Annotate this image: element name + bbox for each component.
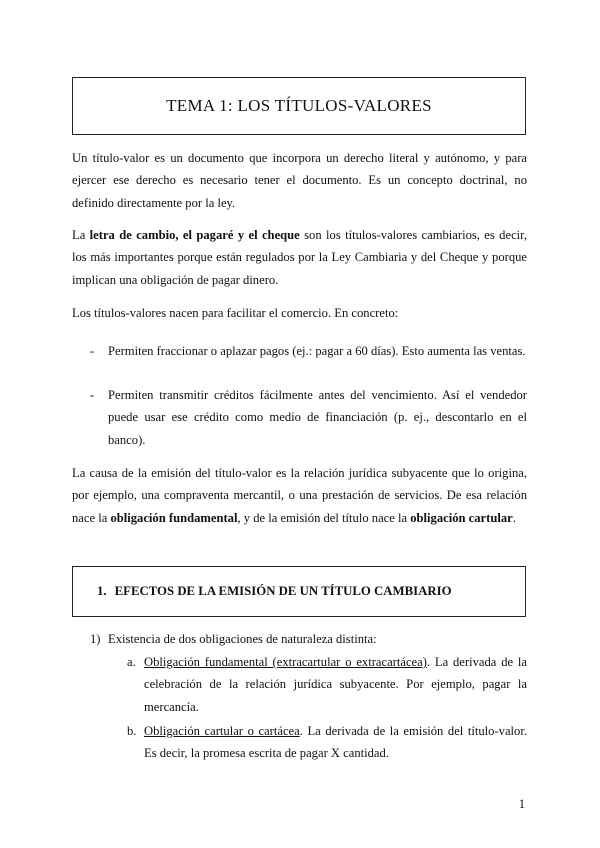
section-title: EFECTOS DE LA EMISIÓN DE UN TÍTULO CAMBIARIO	[114, 584, 452, 598]
list-marker: 1)	[90, 632, 101, 646]
text-run: La causa de la emisión del título-valor es la relación jurídica subyacente que lo origina, por ejemplo, una compraventa mercantil, o una prestación de servicios. De esa relación nace la	[72, 466, 527, 525]
intro-paragraph: Un título-valor es un documento que incorpora un derecho literal y autónomo, y para ejercer ese derecho es necesario tener el documento. Es un concepto doctrinal, no definido directamente por la ley.	[72, 151, 527, 210]
bullet-marker: -	[90, 344, 95, 358]
bold-text: letra de cambio, el pagaré y el cheque	[89, 228, 300, 242]
page-number: 1	[518, 797, 525, 811]
bold-text: obligación fundamental	[110, 510, 238, 525]
commerce-paragraph: Los títulos-valores nacen para facilitar el comercio. En concreto:	[72, 306, 399, 320]
page-title	[72, 77, 526, 135]
sublist-marker: a.	[127, 655, 136, 669]
causa-paragraph	[72, 462, 527, 529]
cambiarios-paragraph	[72, 224, 527, 291]
bullet-item: Permiten fraccionar o aplazar pagos (ej.: pagar a 60 días). Esto aumenta las ventas.	[108, 344, 526, 358]
section-heading	[72, 566, 526, 617]
text-run: . La derivada de la emisión del título-valor. Es decir, la promesa escrita de pagar X cantidad.	[144, 724, 527, 761]
text-run: .	[512, 510, 516, 525]
section-number: 1.	[97, 584, 107, 598]
text-run: son los títulos-valores cambiarios, es decir, los más importantes porque están regulados por la Ley Cambiaria y del Cheque y porque implican una obligación de pagar dinero.	[72, 228, 527, 287]
text-run: , y de la emisión del título nace la	[237, 510, 411, 525]
text-run: . La derivada de la celebración de la relación jurídica subyacente. Por ejemplo, pagar la mercancía.	[144, 655, 527, 714]
bullet-marker: -	[90, 388, 95, 402]
list-item: Existencia de dos obligaciones de naturaleza distinta:	[108, 632, 377, 646]
underlined-term: Obligación fundamental (extracartular o extracartácea)	[144, 655, 427, 669]
text-run: La	[72, 228, 90, 242]
underlined-term: Obligación cartular o cartácea	[144, 724, 300, 738]
bold-text: obligación cartular	[410, 510, 513, 525]
sublist-item	[144, 720, 527, 765]
bullet-item: Permiten transmitir créditos fácilmente antes del vencimiento. Así el vendedor puede usar ese crédito como medio de financiación (p. ej., descontarlo en el banco).	[108, 388, 527, 447]
sublist-marker: b.	[127, 724, 137, 738]
page-title-text: TEMA 1: LOS TÍTULOS-VALORES	[166, 96, 432, 115]
sublist-item	[144, 651, 527, 718]
